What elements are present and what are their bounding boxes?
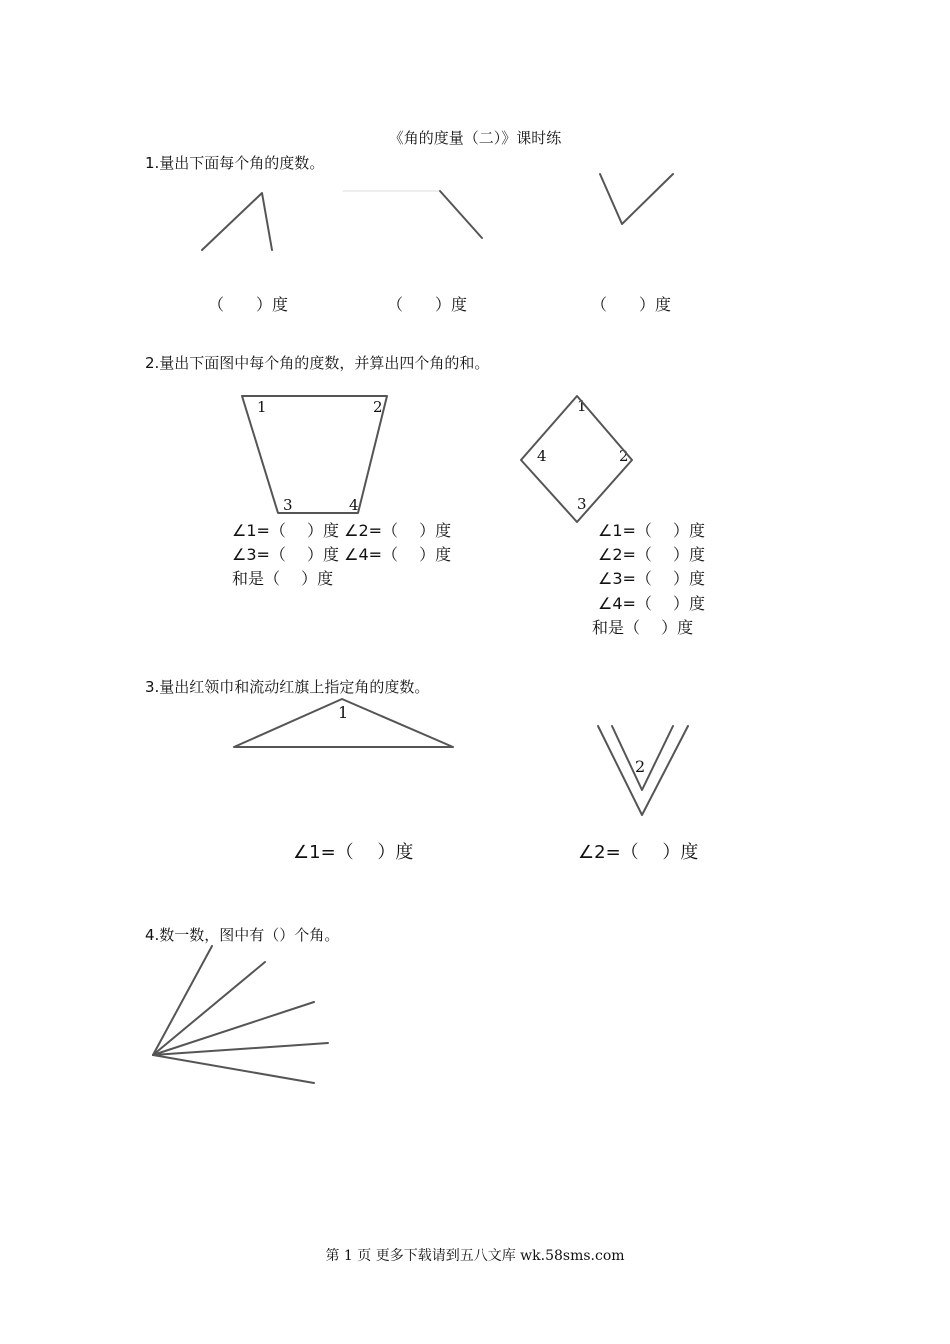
- rhombus-label-1: 1: [577, 397, 587, 415]
- flag-angle-label: 2: [635, 757, 646, 776]
- page-title: 《角的度量（二）》课时练: [388, 129, 562, 147]
- rhombus-answer-sum: 和是（ ）度: [592, 618, 694, 637]
- q1-angle-3: [600, 174, 673, 224]
- rhombus-label-3: 3: [577, 495, 587, 513]
- red-scarf-triangle: [234, 699, 453, 747]
- rhombus-answer-2: ∠2=（ ）度: [598, 545, 706, 564]
- trapezoid-label-4: 4: [349, 496, 359, 514]
- rhombus-answer-4: ∠4=（ ）度: [598, 594, 706, 613]
- page-footer: 第 1 页 更多下载请到五八文库 wk.58sms.com: [325, 1248, 625, 1264]
- trapezoid-label-2: 2: [373, 398, 383, 416]
- trapezoid-answer-line-2: ∠3=（ ）度 ∠4=（ ）度: [232, 545, 452, 564]
- question-3-prompt: 3.量出红领巾和流动红旗上指定角的度数。: [145, 678, 430, 696]
- q1-angle-1: [202, 193, 272, 250]
- rhombus-answer-1: ∠1=（ ）度: [598, 521, 706, 540]
- question-4-prompt: 4.数一数，图中有（）个角。: [145, 926, 340, 944]
- scarf-angle-label: 1: [338, 703, 349, 722]
- q4-ray-fan: [153, 946, 328, 1083]
- q1-angle-2-ray: [440, 191, 482, 238]
- rhombus-answer-3: ∠3=（ ）度: [598, 569, 706, 588]
- question-1-prompt: 1.量出下面每个角的度数。: [145, 154, 325, 172]
- q4-ray-5: [153, 1055, 314, 1083]
- rhombus-shape: [521, 396, 632, 522]
- q4-ray-2: [153, 962, 265, 1055]
- rhombus-label-2: 2: [619, 447, 629, 465]
- rhombus-label-4: 4: [537, 447, 547, 465]
- trapezoid-label-3: 3: [283, 496, 293, 514]
- q1-answer-1: （ ）度: [208, 295, 289, 314]
- q1-answer-2: （ ）度: [387, 295, 468, 314]
- q1-answer-3: （ ）度: [591, 295, 672, 314]
- flag-v-outer: [598, 726, 688, 815]
- question-2-prompt: 2.量出下面图中每个角的度数，并算出四个角的和。: [145, 354, 490, 372]
- trapezoid-answer-sum: 和是（ ）度: [232, 569, 334, 588]
- trapezoid-shape: [242, 396, 387, 513]
- trapezoid-label-1: 1: [257, 398, 267, 416]
- q3-answer-2: ∠2=（ ）度: [578, 842, 699, 863]
- q4-ray-4: [153, 1043, 328, 1055]
- flag-v-inner: [612, 726, 673, 790]
- q3-answer-1: ∠1=（ ）度: [293, 842, 414, 863]
- trapezoid-answer-line-1: ∠1=（ ）度 ∠2=（ ）度: [232, 521, 452, 540]
